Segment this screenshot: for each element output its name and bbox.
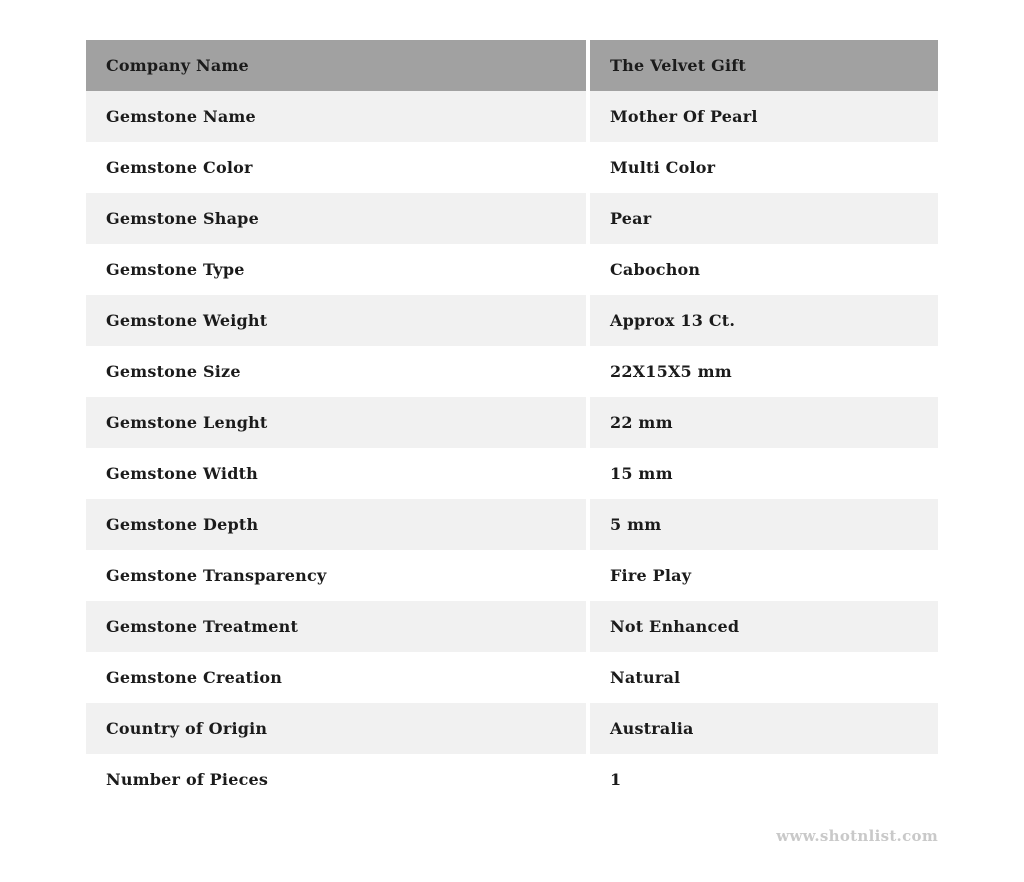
spec-value-cell: Multi Color	[590, 142, 938, 193]
table-header-row	[86, 40, 938, 91]
spec-label-cell: Gemstone Treatment	[86, 601, 586, 652]
table-row	[86, 397, 938, 448]
spec-label-cell: Gemstone Weight	[86, 295, 586, 346]
spec-value-cell: Fire Play	[590, 550, 938, 601]
spec-value-cell: Natural	[590, 652, 938, 703]
table-row	[86, 346, 938, 397]
gemstone-spec-table	[86, 40, 938, 805]
spec-label-cell: Gemstone Color	[86, 142, 586, 193]
header-label-cell: Company Name	[86, 40, 586, 91]
spec-label-cell: Country of Origin	[86, 703, 586, 754]
table-row	[86, 601, 938, 652]
table-row	[86, 448, 938, 499]
spec-label-cell: Gemstone Size	[86, 346, 586, 397]
table-row	[86, 754, 938, 805]
spec-value-cell: 15 mm	[590, 448, 938, 499]
table-row	[86, 652, 938, 703]
spec-label-cell: Gemstone Width	[86, 448, 586, 499]
table-row	[86, 244, 938, 295]
table-row	[86, 142, 938, 193]
spec-value-cell: 22X15X5 mm	[590, 346, 938, 397]
spec-value-cell: Approx 13 Ct.	[590, 295, 938, 346]
spec-label-cell: Gemstone Name	[86, 91, 586, 142]
spec-value-cell: Pear	[590, 193, 938, 244]
spec-value-cell: Cabochon	[590, 244, 938, 295]
table-row	[86, 91, 938, 142]
spec-label-cell: Gemstone Lenght	[86, 397, 586, 448]
spec-label-cell: Gemstone Transparency	[86, 550, 586, 601]
spec-value-cell: 22 mm	[590, 397, 938, 448]
spec-value-cell: Mother Of Pearl	[590, 91, 938, 142]
spec-value-cell: Not Enhanced	[590, 601, 938, 652]
header-value-cell: The Velvet Gift	[590, 40, 938, 91]
table-row	[86, 703, 938, 754]
table-row	[86, 499, 938, 550]
spec-value-cell: Australia	[590, 703, 938, 754]
table-row	[86, 295, 938, 346]
table-row	[86, 193, 938, 244]
spec-value-cell: 1	[590, 754, 938, 805]
spec-label-cell: Gemstone Type	[86, 244, 586, 295]
spec-label-cell: Gemstone Creation	[86, 652, 586, 703]
table-row	[86, 550, 938, 601]
spec-label-cell: Gemstone Shape	[86, 193, 586, 244]
spec-label-cell: Gemstone Depth	[86, 499, 586, 550]
spec-label-cell: Number of Pieces	[86, 754, 586, 805]
spec-table-wrapper	[86, 40, 938, 805]
spec-value-cell: 5 mm	[590, 499, 938, 550]
watermark-text: www.shotnlist.com	[776, 827, 938, 845]
